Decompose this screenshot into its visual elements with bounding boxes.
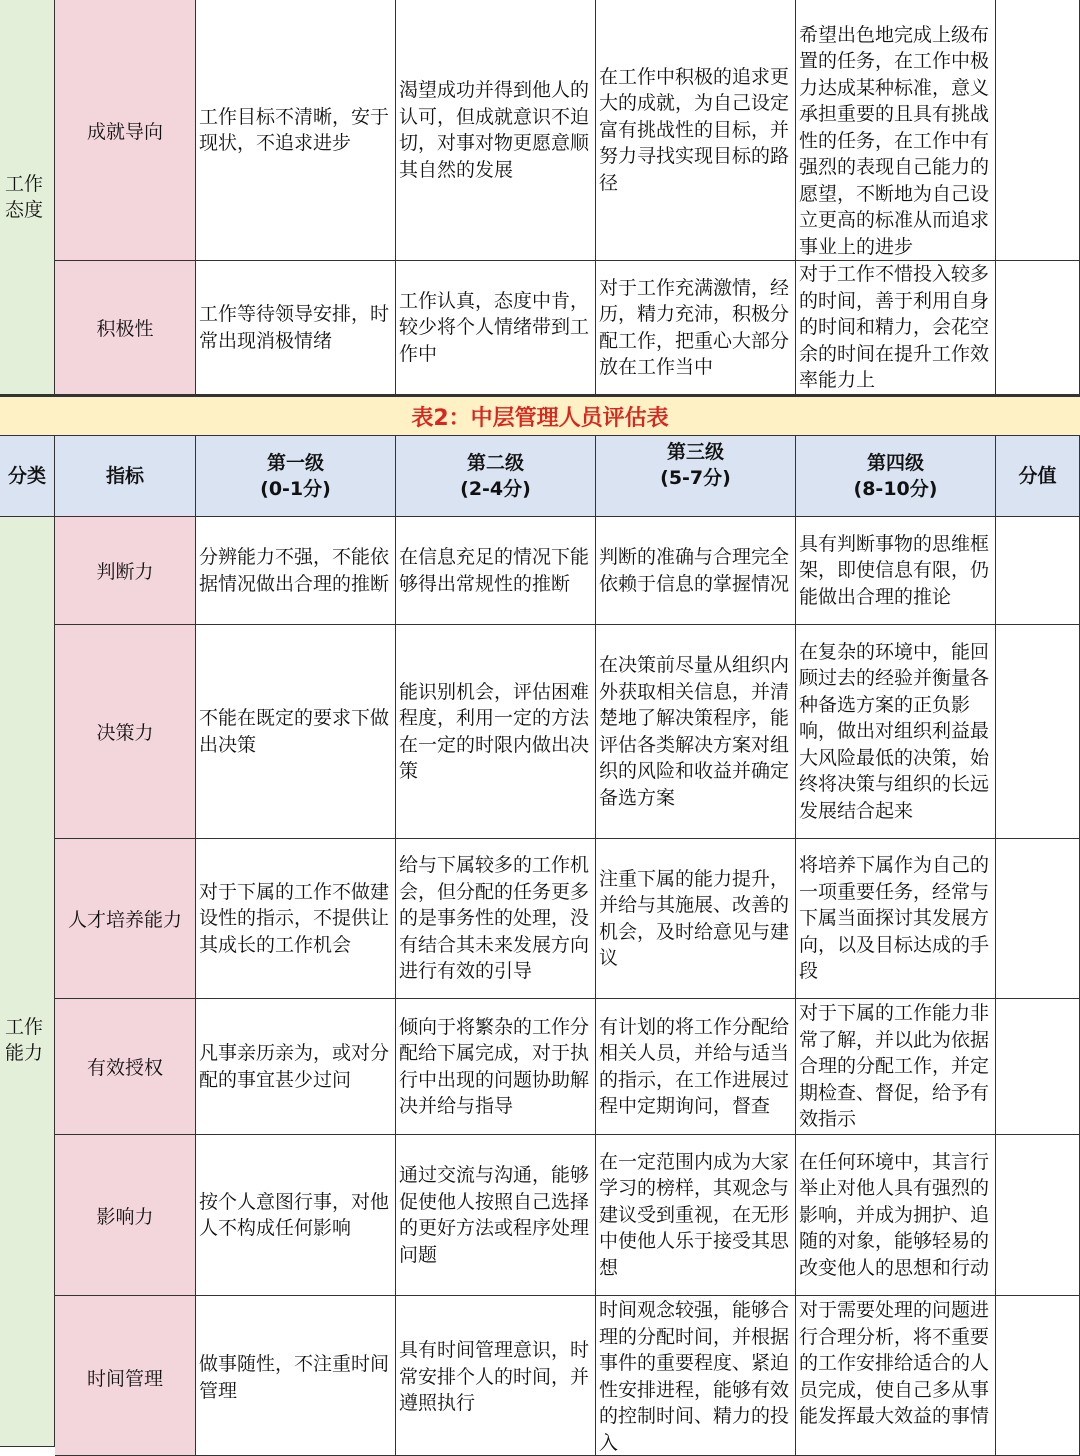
indicator-cell: 成就导向 [55, 0, 196, 261]
level2-cell: 具有时间管理意识，时常安排个人的时间，并遵照执行 [396, 1296, 596, 1456]
level1-cell: 按个人意图行事，对他人不构成任何影响 [196, 1135, 396, 1296]
score-cell[interactable] [996, 1135, 1080, 1296]
level1-cell: 工作目标不清晰，安于现状，不追求进步 [196, 0, 396, 261]
indicator-cell: 人才培养能力 [55, 839, 196, 999]
category-label: 工作态度 [5, 173, 44, 221]
score-cell[interactable] [996, 261, 1080, 395]
indicator-cell: 决策力 [55, 625, 196, 839]
header-level3: 第三级 (5-7分) [596, 436, 796, 517]
category-cell-work-ability [0, 517, 55, 1447]
indicator-cell: 时间管理 [55, 1296, 196, 1456]
level4-cell: 具有判断事物的思维框架，即使信息有限，仍能做出合理的推论 [796, 517, 996, 625]
level3-cell: 时间观念较强，能够合理的分配时间，并根据事件的重要程度、紧迫性安排进程，能够有效的控制时间、精力的投入 [596, 1296, 796, 1456]
header-indicator: 指标 [55, 436, 196, 517]
level3-cell: 对于工作充满激情，经历，精力充沛，积极分配工作，把重心大部分放在工作当中 [596, 261, 796, 395]
table-title: 表2：中层管理人员评估表 [0, 395, 1080, 436]
level1-cell: 凡事亲历亲为，或对分配的事宜甚少过问 [196, 999, 396, 1135]
indicator-cell: 积极性 [55, 261, 196, 395]
level1-cell: 分辨能力不强，不能依据情况做出合理的推断 [196, 517, 396, 625]
level2-cell: 倾向于将繁杂的工作分配给下属完成，对于执行中出现的问题协助解决并给与指导 [396, 999, 596, 1135]
level4-cell: 将培养下属作为自己的一项重要任务，经常与下属当面探讨其发展方向，以及目标达成的手段 [796, 839, 996, 999]
level1-cell: 工作等待领导安排，时常出现消极情绪 [196, 261, 396, 395]
level2-cell: 通过交流与沟通，能够促使他人按照自己选择的更好方法或程序处理问题 [396, 1135, 596, 1296]
level4-cell: 在任何环境中，其言行举止对他人具有强烈的影响，并成为拥护、追随的对象，能够轻易的改变他人的思想和行动 [796, 1135, 996, 1296]
level2-cell: 渴望成功并得到他人的认可，但成就意识不迫切，对事对物更愿意顺其自然的发展 [396, 0, 596, 261]
header-level4: 第四级 (8-10分) [796, 436, 996, 517]
header-level2: 第二级 (2-4分) [396, 436, 596, 517]
level3-cell: 在决策前尽量从组织内外获取相关信息，并清楚地了解决策程序，能评估各类解决方案对组织的风险和收益并确定备选方案 [596, 625, 796, 839]
header-level1: 第一级 (0-1分) [196, 436, 396, 517]
level1-cell: 不能在既定的要求下做出决策 [196, 625, 396, 839]
score-cell[interactable] [996, 999, 1080, 1135]
level3-cell: 在工作中积极的追求更大的成就，为自己设定富有挑战性的目标，并努力寻找实现目标的路径 [596, 0, 796, 261]
category-label: 工作能力 [5, 1016, 44, 1064]
level4-cell: 对于下属的工作能力非常了解，并以此为依据合理的分配工作，并定期检查、督促，给予有效指示 [796, 999, 996, 1135]
indicator-cell: 影响力 [55, 1135, 196, 1296]
category-cell-work-attitude [0, 0, 55, 395]
indicator-cell: 判断力 [55, 517, 196, 625]
header-score: 分值 [996, 436, 1080, 517]
level4-cell: 对于需要处理的问题进行合理分析，将不重要的工作安排给适合的人员完成，使自己多从事能发挥最大效益的事情 [796, 1296, 996, 1456]
indicator-cell: 有效授权 [55, 999, 196, 1135]
level3-cell: 注重下属的能力提升，并给与其施展、改善的机会，及时给意见与建议 [596, 839, 796, 999]
header-category: 分类 [0, 436, 55, 517]
score-cell[interactable] [996, 625, 1080, 839]
level4-cell: 在复杂的环境中，能回顾过去的经验并衡量各种备选方案的正负影响，做出对组织利益最大风险最低的决策，始终将决策与组织的长远发展结合起来 [796, 625, 996, 839]
score-cell[interactable] [996, 1296, 1080, 1456]
level3-cell: 在一定范围内成为大家学习的榜样，其观念与建议受到重视，在无形中使他人乐于接受其思想 [596, 1135, 796, 1296]
level3-cell: 判断的准确与合理完全依赖于信息的掌握情况 [596, 517, 796, 625]
level1-cell: 对于下属的工作不做建设性的指示，不提供让其成长的工作机会 [196, 839, 396, 999]
level4-cell: 希望出色地完成上级布置的任务，在工作中极力达成某种标准，意义承担重要的且具有挑战性的任务，在工作中有强烈的表现自己能力的愿望，不断地为自己设立更高的标准从而追求事业上的进步 [796, 0, 996, 261]
score-cell[interactable] [996, 839, 1080, 999]
level2-cell: 能识别机会，评估困难程度，利用一定的方法在一定的时限内做出决策 [396, 625, 596, 839]
level2-cell: 给与下属较多的工作机会，但分配的任务更多的是事务性的处理，没有结合其未来发展方向进行有效的引导 [396, 839, 596, 999]
score-cell[interactable] [996, 0, 1080, 261]
score-cell[interactable] [996, 517, 1080, 625]
level3-cell: 有计划的将工作分配给相关人员，并给与适当的指示，在工作进展过程中定期询问，督查 [596, 999, 796, 1135]
level2-cell: 在信息充足的情况下能够得出常规性的推断 [396, 517, 596, 625]
level1-cell: 做事随性，不注重时间管理 [196, 1296, 396, 1456]
level2-cell: 工作认真，态度中肯，较少将个人情绪带到工作中 [396, 261, 596, 395]
level4-cell: 对于工作不惜投入较多的时间，善于利用自身的时间和精力，会花空余的时间在提升工作效率能力上 [796, 261, 996, 395]
